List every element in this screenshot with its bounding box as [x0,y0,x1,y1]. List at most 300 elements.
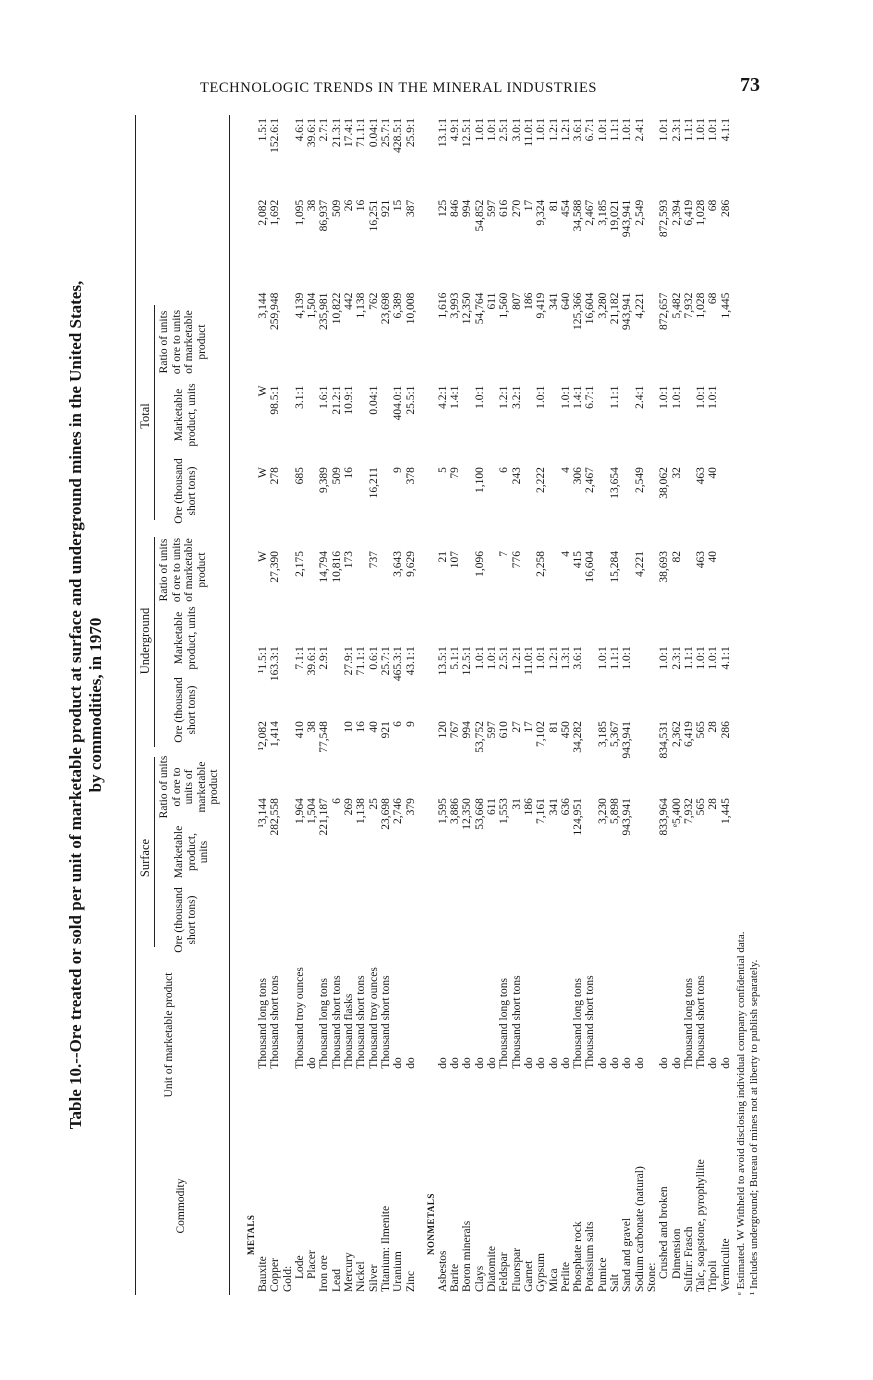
value-cell: 378 [404,467,417,485]
value-cell: 1,692 [269,199,282,226]
value-cell [634,718,646,795]
value-cell [306,548,318,643]
unit-cell: do [535,1057,548,1069]
value-cell: 2,222 [535,467,548,494]
value-cell: 10.9:1 [343,385,356,415]
value-cell: 1.0:1 [486,646,499,670]
unit-cell: do [461,1057,474,1069]
value-cell: 21,182 [609,292,622,325]
value-cell: 25.9:1 [404,118,417,148]
value-cell: 2,467 [584,199,597,226]
value-cell: 3,886 [449,798,462,825]
commodity-cell: Vermiculite [719,1238,732,1292]
value-cell: 10,822 [330,292,343,325]
footnote: ᵉ Estimated. W Withheld to avoid disclosing individual company confidential data. [735,931,747,1295]
unit-cell: Thousand short tons [510,975,523,1069]
commodity-cell: Crushed and broken [658,1186,671,1279]
value-cell: 2,175 [293,551,306,577]
value-cell [584,718,596,795]
value-cell: 286 [719,721,732,739]
value-cell: 6.7:1 [584,118,597,142]
unit-cell: do [596,1057,609,1069]
value-cell [523,464,535,548]
value-cell [621,464,633,548]
value-cell: 12,350 [461,798,474,830]
value-cell: 9 [404,721,417,727]
commodity-cell: Copper [269,1258,282,1292]
commodity-cell: Bauxite [257,1256,269,1292]
value-cell: 1.0:1 [473,385,486,409]
value-cell: 4 [559,467,572,473]
value-cell [461,464,473,548]
unit-cell: do [658,1057,671,1069]
value-cell: 23,698 [379,292,392,325]
commodity-cell: Garnet [522,1260,535,1292]
value-cell: 3,230 [596,798,609,825]
value-cell: 120 [436,721,449,739]
value-cell: 12.5:1 [461,646,474,676]
commodity-cell: Potassium salts [584,1221,597,1292]
value-cell: 17 [522,199,535,212]
unit-cell: do [404,1057,417,1069]
value-cell: 243 [510,467,523,485]
table-row [511,115,523,1295]
value-cell [282,383,294,465]
unit-cell: do [609,1057,622,1069]
value-cell [306,383,318,465]
data-table [237,115,732,1295]
value-cell: 39.6:1 [306,646,319,676]
value-cell: 13.1:1 [436,118,449,148]
value-cell: 77,548 [318,721,331,753]
section-heading: NONMETALS [425,1193,436,1255]
value-cell: 16 [355,721,368,733]
value-cell [282,290,294,383]
value-cell [584,643,596,718]
value-cell: 27.9:1 [343,646,356,676]
value-cell: 3.6:1 [572,646,585,670]
value-cell [720,464,732,548]
value-cell: 86,937 [318,199,331,232]
table-title: Table 10.--Ore treated or sold per unit of marketable product at surface and underground mines in the United States, [66,280,85,1130]
value-cell: 1,445 [719,798,732,825]
value-cell: 81 [547,199,560,212]
value-cell [523,548,535,643]
value-cell: 2.4:1 [633,385,646,409]
commodity-cell: Clays [473,1265,486,1292]
value-cell: 1.1:1 [682,646,695,670]
section-row [237,115,257,1295]
value-cell: 32 [670,467,683,479]
value-cell [646,718,658,795]
value-cell: 1.0:1 [486,118,499,142]
value-cell: 270 [510,199,523,217]
value-cell: 1,138 [355,292,368,319]
value-cell [486,383,498,465]
surface-ratio-header: Ratio of units of ore to units of marketable product [158,755,220,819]
value-cell: 16,604 [584,551,597,583]
unit-cell: do [547,1057,560,1069]
value-cell: 387 [404,199,417,217]
value-cell [523,383,535,465]
value-cell: 1,504 [306,292,319,319]
value-cell: 0.04:1 [367,385,380,415]
value-cell: 872,657 [658,292,671,330]
value-cell: 11.0:1 [522,118,535,147]
unit-cell [646,879,658,1072]
value-cell [720,383,732,465]
value-cell [597,383,609,465]
value-cell: 1.0:1 [621,118,634,142]
value-cell [683,548,695,643]
value-cell [331,643,343,718]
value-cell: 10,008 [404,292,417,325]
value-cell [634,643,646,718]
unit-cell: Thousand long tons [318,977,331,1069]
unit-cell: Thousand short tons [330,975,343,1069]
value-cell: 5,898 [609,798,622,825]
value-cell: 597 [486,721,499,739]
value-cell: 1.0:1 [596,646,609,670]
table-row [343,115,355,1295]
value-cell: 43.1:1 [404,646,417,676]
value-cell [584,795,596,879]
value-cell: 54,852 [473,199,486,232]
value-cell: 81 [547,721,560,733]
value-cell: 98.5:1 [269,385,282,415]
value-cell [355,383,367,465]
value-cell: 463 [695,551,708,569]
group-underground-rule [154,537,155,747]
value-cell: 2.7:1 [318,118,331,142]
value-cell [683,464,695,548]
value-cell: 341 [547,798,560,816]
group-total: Total [138,403,152,429]
value-cell: 2.5:1 [498,118,511,142]
total-ratio-header: Ratio of units of ore to units of marketable product [158,309,208,375]
value-cell: 1.0:1 [707,646,720,670]
section-row [417,115,437,1295]
value-cell: 0.6:1 [367,646,380,670]
value-cell: 235,981 [318,292,331,330]
value-cell: 611 [486,798,499,815]
value-cell: 4,221 [633,292,646,319]
value-cell: 7,932 [682,798,695,825]
commodity-cell: Barite [449,1263,462,1292]
value-cell: 921 [379,721,392,739]
value-cell [461,383,473,465]
value-cell [380,464,392,548]
value-cell: 4.1:1 [719,646,732,670]
value-cell: 186 [522,292,535,310]
table-row [523,115,535,1295]
commodity-cell: Talc, soapstone, pyrophyllite [695,1159,708,1292]
value-cell: 1.0:1 [695,646,708,670]
unit-cell: do [621,1057,634,1069]
unit-cell: do [522,1057,535,1069]
unit-cell: do [670,1057,683,1069]
running-title: TECHNOLOGIC TRENDS IN THE MINERAL INDUSTRIES [200,80,598,96]
unit-cell: do [392,1057,405,1069]
group-total-rule [154,305,155,520]
value-cell: 1.2:1 [559,118,572,142]
value-cell: 3,185 [596,199,609,226]
value-cell: 509 [330,467,343,485]
value-cell: 3.1:1 [293,385,306,409]
value-cell: 341 [547,292,560,310]
value-cell: 415 [572,551,585,569]
value-cell: 40 [707,551,720,563]
value-cell: 4.2:1 [436,385,449,409]
value-cell: 278 [269,467,282,485]
table-row [535,115,547,1295]
value-cell: 846 [449,199,462,217]
value-cell [331,718,343,795]
table-row [294,115,306,1295]
value-cell: 2,362 [670,721,683,747]
unit-cell: do [559,1057,572,1069]
value-cell: 16,604 [584,292,597,325]
group-underground: Underground [138,607,152,675]
underground-ratio-header: Ratio of units of ore to units of marketable product [158,537,208,603]
value-cell: 40 [707,467,720,479]
value-cell [646,548,658,643]
value-cell: 15 [392,199,405,212]
value-cell [282,795,294,879]
table-row [560,115,572,1295]
value-cell: 6,389 [392,292,405,319]
unit-cell: do [486,1057,499,1069]
value-cell: 27 [510,721,523,733]
value-cell: 1.0:1 [707,385,720,409]
unit-cell: Thousand long tons [682,977,695,1069]
value-cell: 28 [707,721,720,733]
commodity-cell: Mica [547,1268,560,1292]
value-cell: 163.3:1 [269,646,282,682]
value-cell: 509 [330,199,343,217]
value-cell: 6 [392,721,405,727]
value-cell [646,464,658,548]
value-cell: 25.7:1 [379,646,392,676]
value-cell: 943,941 [621,292,634,330]
value-cell [548,464,560,548]
value-cell: 27,390 [269,551,282,583]
value-cell: 4.9:1 [449,118,462,142]
value-cell: 125 [436,199,449,217]
value-cell [355,548,367,643]
underground-ore-header: Ore (thousand short tons) [173,677,198,743]
value-cell: 9,629 [404,551,417,577]
unit-cell: Thousand short tons [379,975,392,1069]
value-cell: 921 [379,199,392,217]
value-cell: 1.2:1 [510,646,523,670]
value-cell: 1.2:1 [547,118,560,142]
value-cell: 125,366 [572,292,585,330]
value-cell: 7,932 [682,292,695,319]
commodity-cell: Fluorspar [510,1247,523,1292]
value-cell: 71.1:1 [355,646,368,676]
value-cell: 16 [355,199,368,212]
value-cell: 2.3:1 [670,118,683,142]
value-cell: 2,549 [633,467,646,494]
value-cell [720,548,732,643]
value-cell: 38,062 [658,467,671,499]
value-cell: 465.3:1 [392,646,405,682]
value-cell: 994 [461,199,474,217]
value-cell: 2.9:1 [318,646,331,670]
value-cell: 9,389 [318,467,331,494]
table-subtitle: by commodities, in 1970 [86,617,105,793]
value-cell: 2,394 [670,199,683,226]
value-cell: ¹1.5:1 [257,646,269,674]
table-row [318,115,330,1295]
value-cell: 3,993 [449,292,462,319]
value-cell: 7.1:1 [293,646,306,670]
value-cell: 79 [449,467,462,479]
value-cell: 38 [306,199,319,212]
table-row [269,115,281,1295]
unit-cell: do [449,1057,462,1069]
table-row [306,115,318,1295]
value-cell: 21.2:1 [330,385,343,415]
value-cell: 1.0:1 [535,118,548,142]
table-row [355,115,367,1295]
commodity-cell: Titanium: Ilmenite [379,1205,392,1292]
value-cell: 737 [367,551,380,569]
value-cell: 776 [510,551,523,569]
unit-cell: do [306,1057,319,1069]
value-cell [282,197,294,290]
surface-product-header: Marketable product, units [173,825,210,879]
value-cell: 5.1:1 [449,646,462,670]
table-row [584,115,596,1295]
value-cell: 6 [330,798,343,804]
unit-cell: Thousand short tons [355,975,368,1069]
value-cell: 1.0:1 [658,385,671,409]
unit-cell: do [719,1057,732,1069]
value-cell: 943,941 [621,721,634,759]
value-cell: 1.0:1 [535,646,548,670]
value-cell [646,197,658,290]
commodity-cell: Boron minerals [461,1220,474,1292]
table-row [609,115,621,1295]
value-cell: 1.0:1 [658,118,671,142]
unit-cell: do [436,1057,449,1069]
value-cell: 3,185 [596,721,609,747]
value-cell [597,464,609,548]
value-cell: 53,752 [473,721,486,753]
value-cell: 5 [436,467,449,473]
value-cell: 82 [670,551,683,563]
value-cell: 1,964 [293,798,306,825]
value-cell: 1,028 [695,199,708,226]
table-row [707,115,719,1295]
value-cell: 410 [293,721,306,739]
commodity-cell: Sodium carbonate (natural) [633,1166,646,1292]
value-cell: 186 [522,798,535,816]
value-cell [621,548,633,643]
value-cell: 23,698 [379,798,392,830]
value-cell: 1.0:1 [559,385,572,409]
value-cell: 1.0:1 [670,385,683,409]
value-cell: 442 [343,292,356,310]
running-header [200,74,760,104]
value-cell: 834,531 [658,721,671,759]
unit-cell: Thousand troy ounces [293,967,306,1069]
value-cell: 173 [343,551,356,569]
value-cell: 21 [436,551,449,563]
value-cell [646,383,658,465]
value-cell: 1,445 [719,292,732,319]
commodity-cell: Iron ore [318,1255,331,1292]
commodity-cell: Gold: [281,1265,294,1292]
commodity-cell: Stone: [645,1262,658,1292]
value-cell: 25.7:1 [379,118,392,148]
value-cell: 1.0:1 [473,118,486,142]
value-cell: 124,951 [572,798,585,836]
commodity-cell: Silver [367,1264,380,1292]
commodity-cell: Zinc [404,1270,417,1292]
value-cell [461,548,473,643]
commodity-cell: Lead [330,1269,343,1292]
value-cell: 1,096 [473,551,486,577]
value-cell: 13.5:1 [436,646,449,676]
value-cell: 0.04:1 [367,118,380,148]
value-cell: 1,560 [498,292,511,319]
table-row [646,115,658,1295]
footnote: ¹ Includes underground; Bureau of mines not at liberty to publish separately. [747,959,760,1295]
table-row [572,115,584,1295]
commodity-cell: Lode [293,1255,306,1279]
value-cell: 2,082 [257,199,269,226]
value-cell: 38,693 [658,551,671,583]
value-cell: 3,280 [596,292,609,319]
value-cell: 1.1:1 [682,118,695,142]
value-cell: 3.2:1 [510,385,523,409]
value-cell: 4.6:1 [293,118,306,142]
value-cell: 17.4:1 [343,118,356,148]
value-cell: ¹3,144 [257,798,269,828]
commodity-cell: Gypsum [535,1253,548,1292]
value-cell: 450 [559,721,572,739]
value-cell [306,464,318,548]
value-cell: 872,593 [658,199,671,238]
value-cell: 685 [293,467,306,485]
value-cell: 2,467 [584,467,597,494]
value-cell [282,718,294,795]
value-cell: 1.0:1 [621,646,634,670]
value-cell: 54,764 [473,292,486,325]
table-row [548,115,560,1295]
value-cell: 39.6:1 [306,118,319,148]
value-cell: 6.7:1 [584,385,597,409]
value-cell [282,643,294,718]
table-row [597,115,609,1295]
value-cell: 1.2:1 [547,646,560,670]
header-top-rule [135,115,136,1295]
commodity-cell: Pumice [596,1257,609,1292]
value-cell [646,643,658,718]
value-cell: 1.5:1 [257,118,269,142]
unit-cell: Thousand short tons [269,975,282,1069]
value-cell: 68 [707,199,720,212]
value-cell: 1.4:1 [572,385,585,409]
value-cell: 221,187 [318,798,331,836]
value-cell: 31 [510,798,523,810]
value-cell [282,115,294,197]
group-surface-rule [154,757,155,947]
value-cell: 2.5:1 [498,646,511,670]
